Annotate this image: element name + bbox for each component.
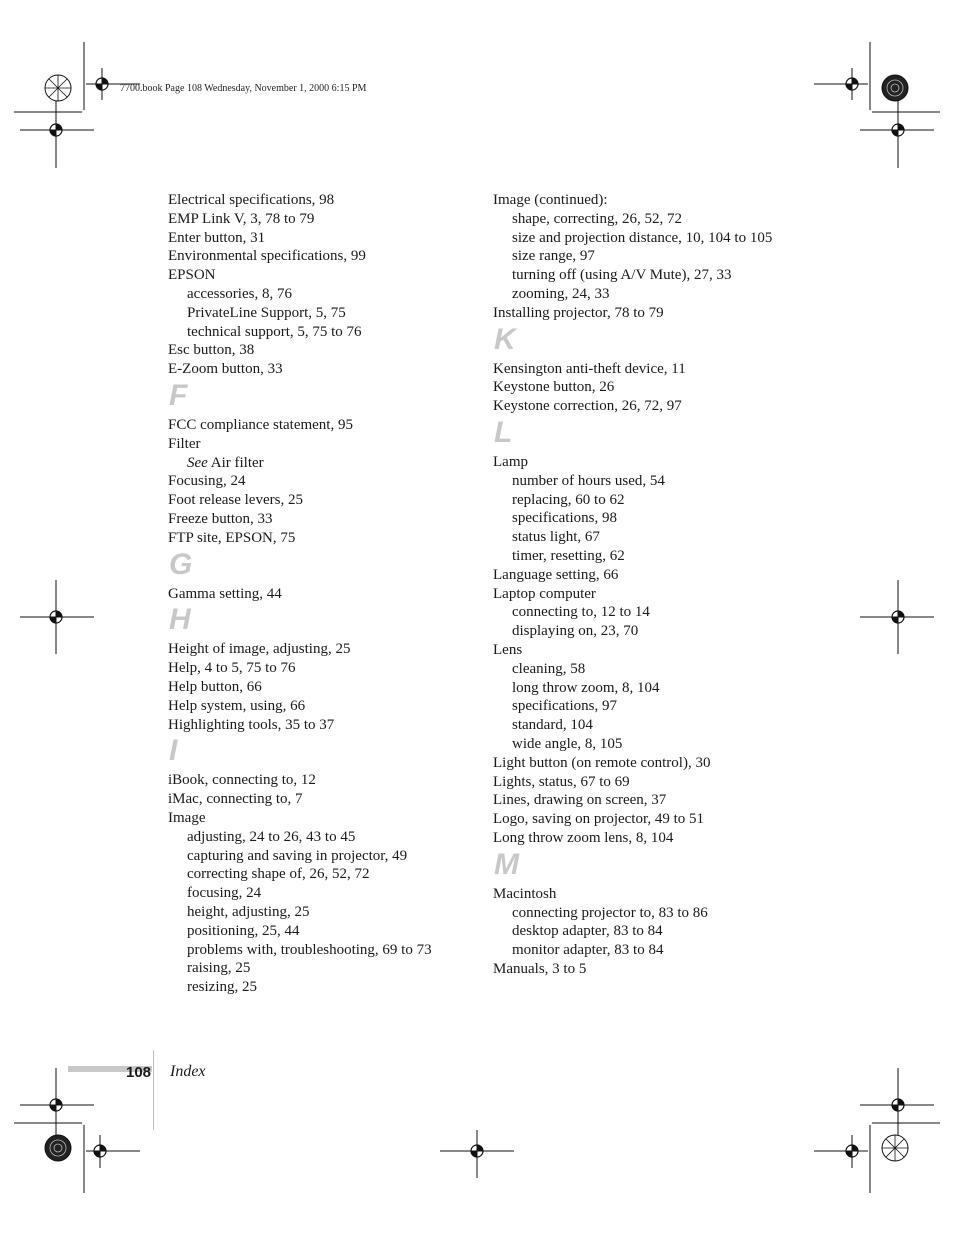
index-entry: Help system, using, 66 [168, 697, 306, 714]
index-letter-heading: H [169, 603, 191, 637]
index-letter-heading: G [169, 547, 193, 581]
index-subentry: number of hours used, 54 [512, 472, 665, 489]
index-entry: Lamp [493, 453, 528, 470]
index-subentry: monitor adapter, 83 to 84 [512, 942, 664, 959]
index-entry: Language setting, 66 [493, 566, 619, 583]
index-letter-heading: M [494, 847, 519, 881]
index-subentry: status light, 67 [512, 529, 600, 546]
index-subentry: accessories, 8, 76 [187, 285, 292, 302]
index-subentry: turning off (using A/V Mute), 27, 33 [512, 267, 732, 284]
index-subentry: capturing and saving in projector, 49 [187, 847, 408, 864]
index-entry: E-Zoom button, 33 [168, 361, 283, 378]
index-entry: iBook, connecting to, 12 [168, 772, 316, 789]
index-subentry: technical support, 5, 75 to 76 [187, 323, 362, 340]
index-subentry: problems with, troubleshooting, 69 to 73 [187, 941, 432, 958]
index-column-right [493, 191, 793, 979]
index-subentry: raising, 25 [187, 960, 251, 977]
index-entry: EMP Link V, 3, 78 to 79 [168, 210, 315, 227]
index-subentry: resizing, 25 [187, 979, 257, 996]
index-entry: Freeze button, 33 [168, 510, 273, 527]
index-entry: Image (continued): [493, 192, 608, 208]
index-subentry: connecting to, 12 to 14 [512, 604, 650, 621]
index-letter-heading: L [494, 415, 513, 449]
index-cross-reference [168, 454, 468, 473]
see-target: Air filter [207, 454, 264, 471]
index-entry: Enter button, 31 [168, 229, 266, 246]
index-subentry: timer, resetting, 62 [512, 547, 625, 564]
index-subentry: size and projection distance, 10, 104 to 105 [512, 229, 773, 246]
index-subentry: correcting shape of, 26, 52, 72 [187, 866, 370, 883]
index-subentry: positioning, 25, 44 [187, 922, 300, 939]
index-subentry: standard, 104 [512, 717, 593, 734]
index-subentry: height, adjusting, 25 [187, 903, 310, 920]
index-subentry: focusing, 24 [187, 885, 262, 902]
index-entry: Gamma setting, 44 [168, 585, 282, 602]
index-subentry: zooming, 24, 33 [512, 285, 610, 302]
index-entry: Lens [493, 641, 523, 658]
index-entry: Focusing, 24 [168, 473, 246, 490]
index-entry: Laptop computer [493, 585, 596, 602]
index-subentry: replacing, 60 to 62 [512, 491, 625, 508]
section-name: Index [170, 1063, 206, 1080]
index-subentry: specifications, 97 [512, 698, 617, 715]
index-letter-heading: F [169, 378, 188, 412]
index-entry: Lights, status, 67 to 69 [493, 773, 630, 790]
index-entry: Kensington anti-theft device, 11 [493, 360, 686, 377]
index-subentry: cleaning, 58 [512, 660, 586, 677]
index-entry: Image [168, 809, 206, 826]
index-entry: Help button, 66 [168, 678, 262, 695]
index-entry: Esc button, 38 [168, 342, 255, 359]
index-entry: Lines, drawing on screen, 37 [493, 792, 667, 809]
index-subentry: connecting projector to, 83 to 86 [512, 904, 708, 921]
footer-rule [153, 1050, 154, 1130]
index-entry: Logo, saving on projector, 49 to 51 [493, 811, 705, 828]
index-entry: Help, 4 to 5, 75 to 76 [168, 660, 296, 677]
see-label: See [187, 454, 208, 471]
index-subentry: PrivateLine Support, 5, 75 [187, 304, 346, 321]
index-entry: EPSON [168, 267, 216, 284]
index-entry: Keystone correction, 26, 72, 97 [493, 398, 682, 415]
index-entry: Manuals, 3 to 5 [493, 960, 587, 977]
index-entry: Highlighting tools, 35 to 37 [168, 716, 335, 733]
index-subentry: wide angle, 8, 105 [512, 735, 623, 752]
index-entry: Electrical specifications, 98 [168, 192, 335, 208]
index-entry: Keystone button, 26 [493, 379, 615, 396]
index-entry: FTP site, EPSON, 75 [168, 529, 296, 546]
index-letter-heading: K [494, 322, 516, 356]
index-column-left [168, 191, 468, 997]
index-subentry: long throw zoom, 8, 104 [512, 679, 660, 696]
index-subentry: displaying on, 23, 70 [512, 623, 639, 640]
index-entry: Macintosh [493, 885, 557, 902]
print-slug-header: 7700.book Page 108 Wednesday, November 1, 2000 6:15 PM [120, 83, 367, 94]
index-entry: FCC compliance statement, 95 [168, 416, 353, 433]
index-subentry: shape, correcting, 26, 52, 72 [512, 210, 682, 227]
index-entry: Long throw zoom lens, 8, 104 [493, 829, 674, 846]
index-subentry: desktop adapter, 83 to 84 [512, 923, 663, 940]
index-entry: Height of image, adjusting, 25 [168, 641, 351, 658]
index-subentry: size range, 97 [512, 248, 595, 265]
index-entry: iMac, connecting to, 7 [168, 791, 303, 808]
index-entry: Filter [168, 435, 201, 452]
index-entry: Environmental specifications, 99 [168, 248, 366, 265]
index-entry: Light button (on remote control), 30 [493, 754, 711, 771]
index-subentry: specifications, 98 [512, 510, 617, 527]
index-entry: Foot release levers, 25 [168, 492, 303, 509]
index-subentry: adjusting, 24 to 26, 43 to 45 [187, 828, 356, 845]
page-number: 108 [126, 1064, 152, 1081]
index-entry: Installing projector, 78 to 79 [493, 304, 664, 321]
index-letter-heading: I [169, 734, 178, 768]
